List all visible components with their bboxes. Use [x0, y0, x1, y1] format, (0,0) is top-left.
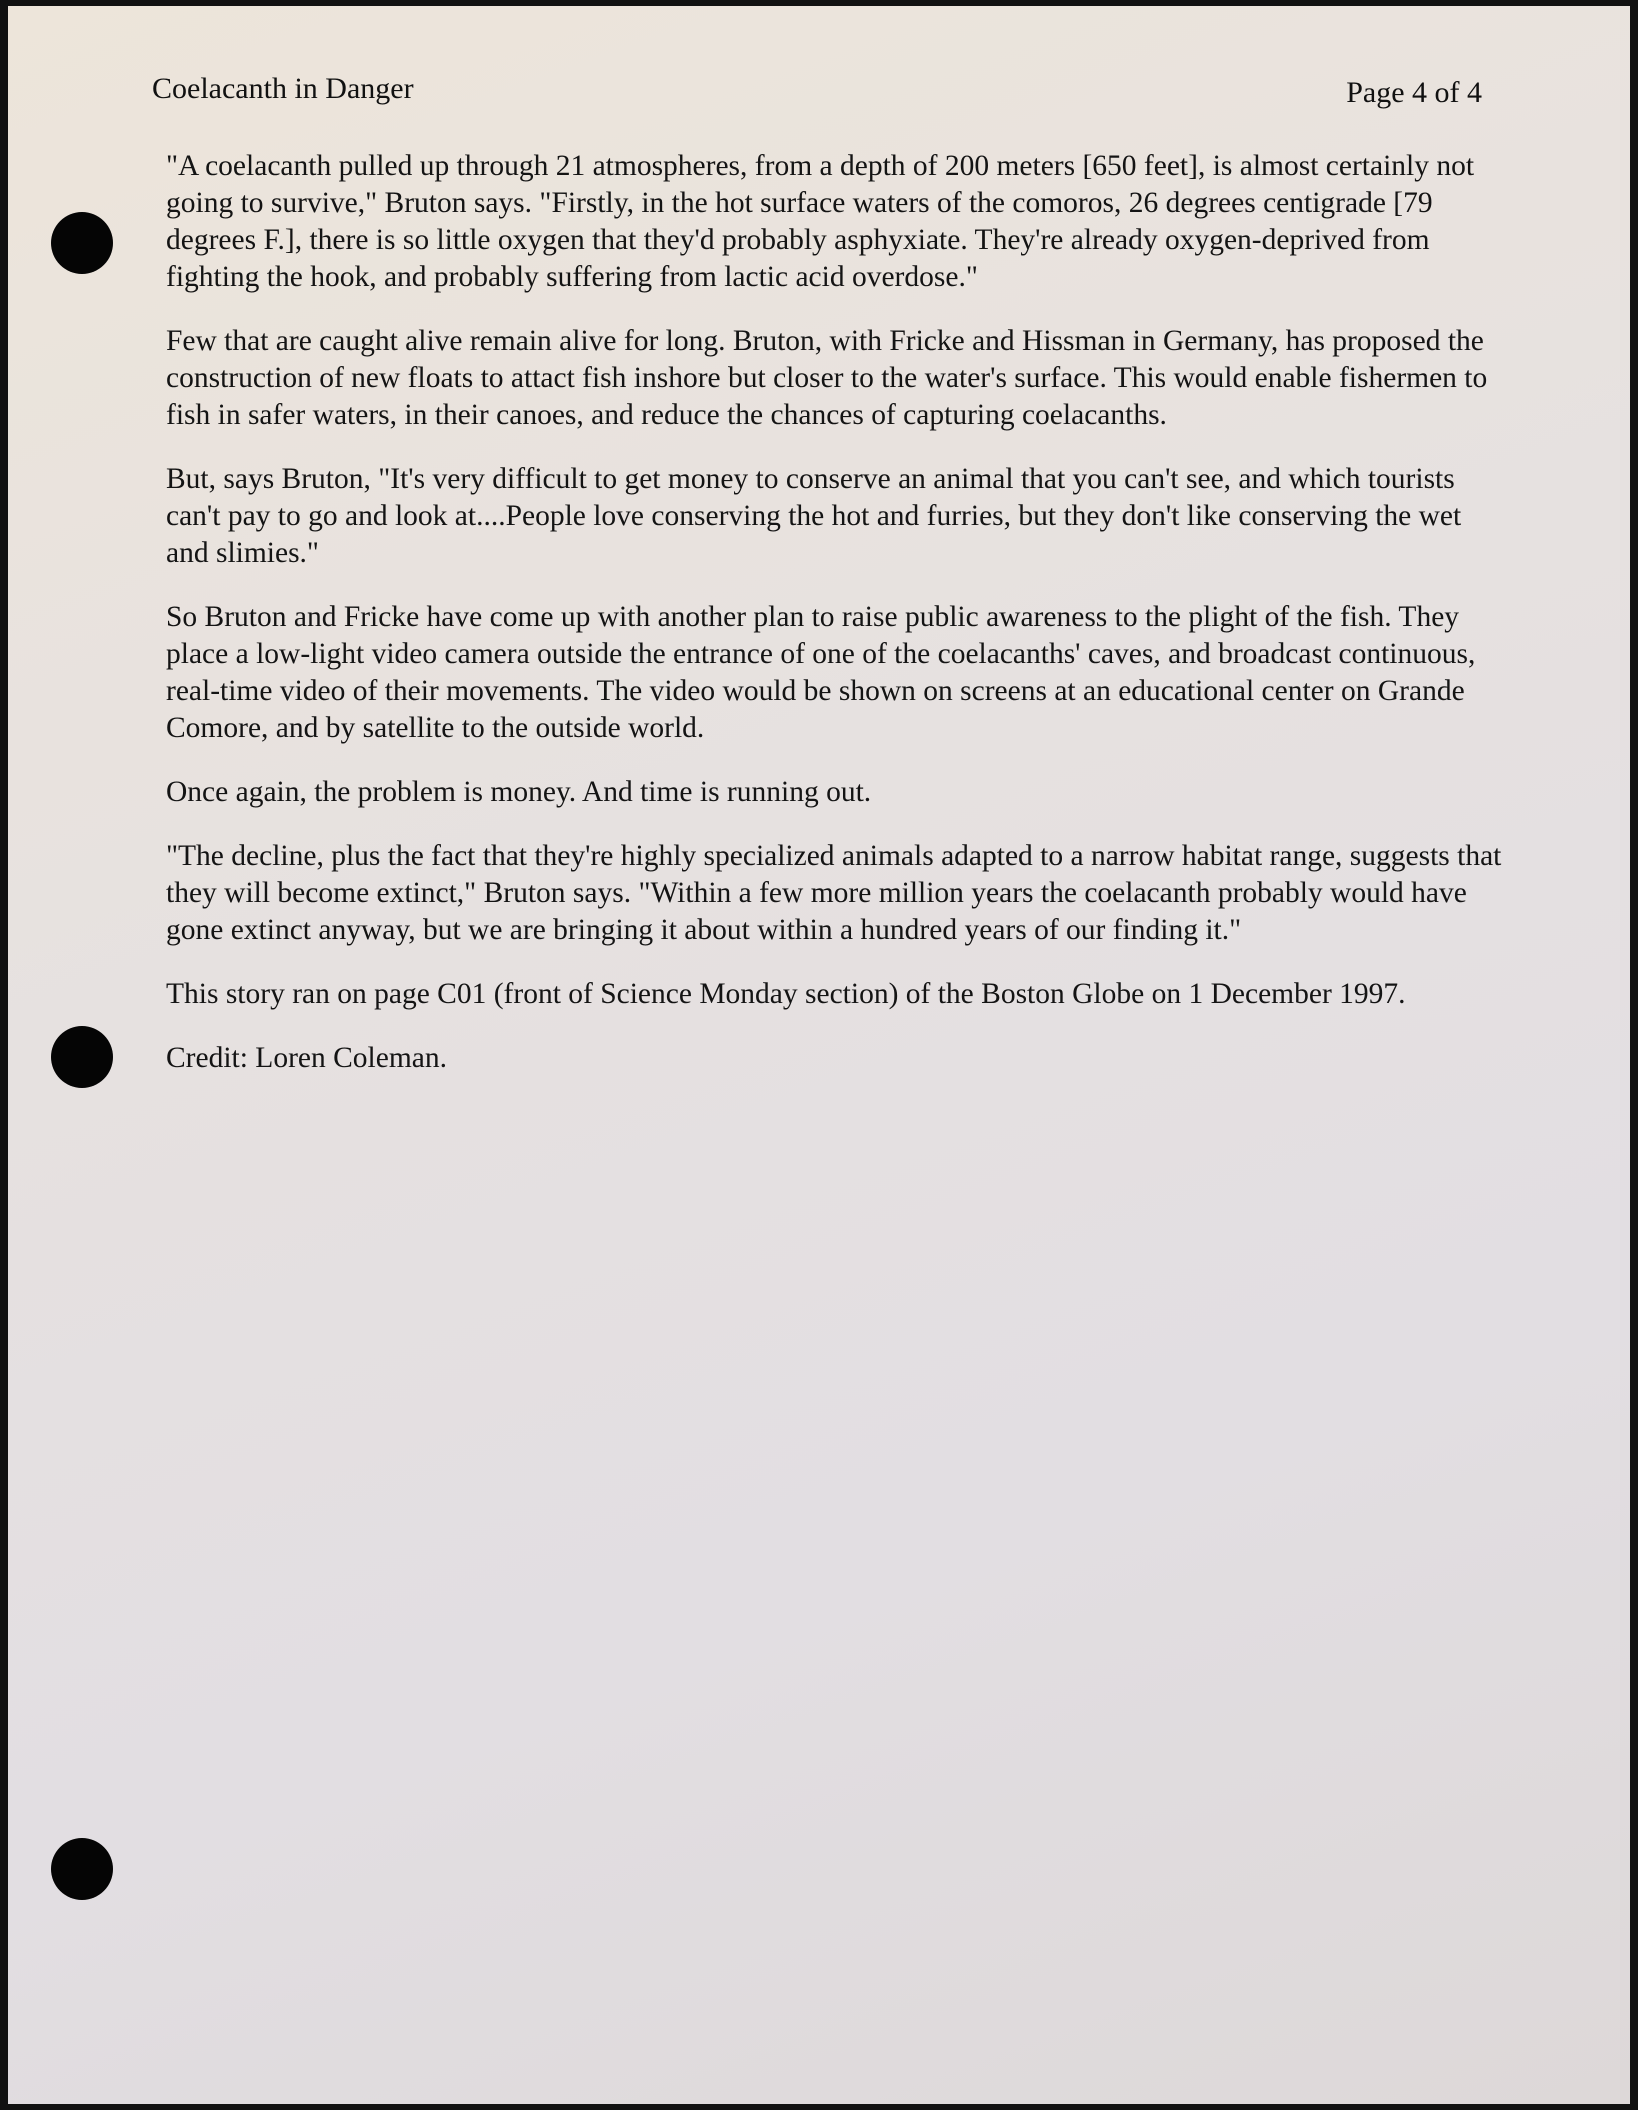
paragraph-floats-proposal: Few that are caught alive remain alive for long. Bruton, with Fricke and Hissman in Germany, has proposed the construction of new floats to attact fish inshore but closer to the water's surface. This would enable fishermen to fish in safer waters, in their canoes, and reduce the chances of capturing coelacanths. [166, 325, 1488, 431]
paragraph-source-note: This story ran on page C01 (front of Science Monday section) of the Boston Globe on 1 December 1997. [166, 978, 1406, 1010]
paragraph-money-problem: Once again, the problem is money. And time is running out. [166, 776, 872, 808]
paragraph-video-plan: So Bruton and Fricke have come up with another plan to raise public awareness to the plight of the fish. They place a low-light video camera outside the entrance of one of the coelacanths' caves, and broadcast continuous, real-time video of their movements. The video would be shown on screens at an educational center on Grande Comore, and by satellite to the outside world. [166, 601, 1476, 744]
paper-sheet [8, 6, 1630, 2104]
paragraph-funding-quote: But, says Bruton, "It's very difficult to get money to conserve an animal that you can't see, and which tourists can't pay to go and look at....People love conserving the hot and furries, but they don't like conserving the wet and slimies." [166, 463, 1462, 569]
document-title: Coelacanth in Danger [152, 72, 414, 105]
punch-hole-bottom [51, 1838, 113, 1900]
paragraph-extinction-quote: "The decline, plus the fact that they're highly specialized animals adapted to a narrow habitat range, suggests that they will become extinct," Bruton says. "Within a few more million years the coelacanth probably would have gone extinct anyway, but we are bringing it about within a hundred years of our finding it." [166, 840, 1502, 946]
paragraph-quote-atmospheres: "A coelacanth pulled up through 21 atmospheres, from a depth of 200 meters [650 feet], is almost certainly not going to survive," Bruton says. "Firstly, in the hot surface waters of the comoros, 26 degrees centigrade [79 degrees F.], there is so little oxygen that they'd probably asphyxiate. They're already oxygen-deprived from fighting the hook, and probably suffering from lactic acid overdose." [166, 150, 1475, 293]
article-body [166, 148, 1506, 1104]
punch-hole-middle [51, 1026, 113, 1088]
paragraph-credit: Credit: Loren Coleman. [166, 1042, 447, 1074]
page-number: Page 4 of 4 [1346, 76, 1482, 109]
punch-hole-top [51, 212, 113, 274]
